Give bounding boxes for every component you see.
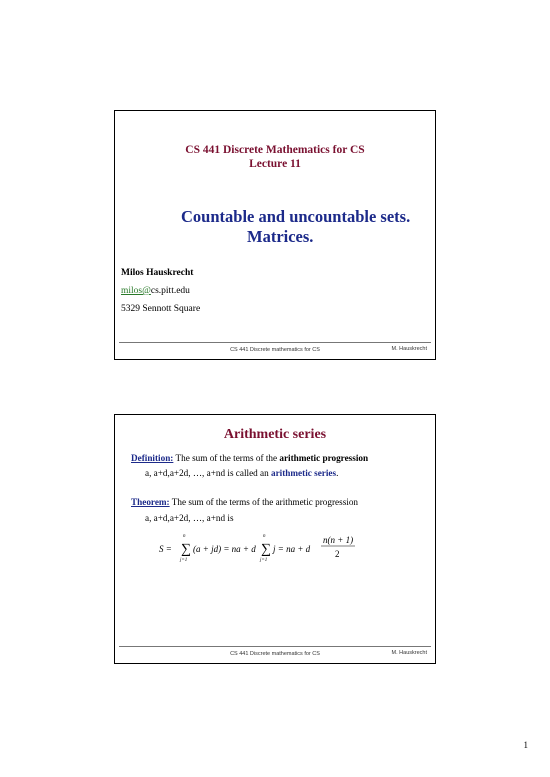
formula-term2: j = na + d — [273, 544, 311, 554]
arithmetic-sum-formula — [155, 529, 365, 569]
slide-title — [114, 110, 436, 360]
lecture-title-line1: Countable and uncountable sets. — [181, 207, 411, 226]
author-email[interactable] — [121, 286, 190, 296]
footer-author: M. Hauskrecht — [391, 346, 427, 352]
slide-arithmetic-series — [114, 414, 436, 664]
definition-period: . — [336, 468, 339, 478]
definition-text: The sum of the terms of the — [173, 453, 280, 463]
formula-fraction-numerator: n(n + 1) — [323, 535, 354, 545]
page-number: 1 — [523, 740, 528, 750]
footer-course: CS 441 Discrete mathematics for CS — [230, 347, 320, 353]
definition-progression: a, a+d,a+2d, …, a+nd is called an — [145, 468, 272, 478]
footer-author: M. Hauskrecht — [391, 650, 427, 656]
footer-divider — [119, 342, 431, 343]
definition-term2: arithmetic series — [271, 468, 337, 478]
formula-sum-bottom: j=1 — [180, 558, 188, 563]
theorem-label: Theorem: — [131, 497, 170, 507]
course-name: CS 441 Discrete Mathematics for CS — [185, 144, 365, 156]
theorem-line1 — [131, 497, 358, 507]
sigma-icon: ∑ — [261, 542, 271, 557]
author-name: Milos Hauskrecht — [121, 268, 194, 278]
email-domain: cs.pitt.edu — [150, 286, 190, 296]
theorem-line2: a, a+d,a+2d, …, a+nd is — [145, 513, 234, 523]
author-office: 5329 Sennott Square — [121, 304, 201, 314]
footer-course: CS 441 Discrete mathematics for CS — [230, 651, 320, 657]
definition-term: arithmetic progression — [279, 453, 369, 463]
formula-term: (a + jd) = na + d — [193, 544, 256, 554]
lecture-title-line2: Matrices. — [247, 227, 314, 246]
definition-line1 — [131, 453, 368, 463]
theorem-text: The sum of the terms of the arithmetic progression — [169, 497, 359, 507]
formula-sum2-bottom: j=1 — [260, 558, 268, 563]
formula-sum2-top: n — [263, 534, 266, 539]
formula-lhs: S = — [159, 544, 172, 554]
slide-title: Arithmetic series — [223, 427, 327, 442]
definition-label: Definition: — [131, 453, 174, 463]
footer-divider — [119, 646, 431, 647]
email-link[interactable]: milos@ — [121, 286, 151, 296]
sigma-icon: ∑ — [181, 542, 191, 557]
definition-line2 — [145, 468, 338, 478]
lecture-number: Lecture 11 — [249, 158, 301, 170]
formula-sum-top: n — [183, 534, 186, 539]
course-heading — [115, 143, 435, 171]
formula-fraction-denominator: 2 — [335, 549, 340, 559]
